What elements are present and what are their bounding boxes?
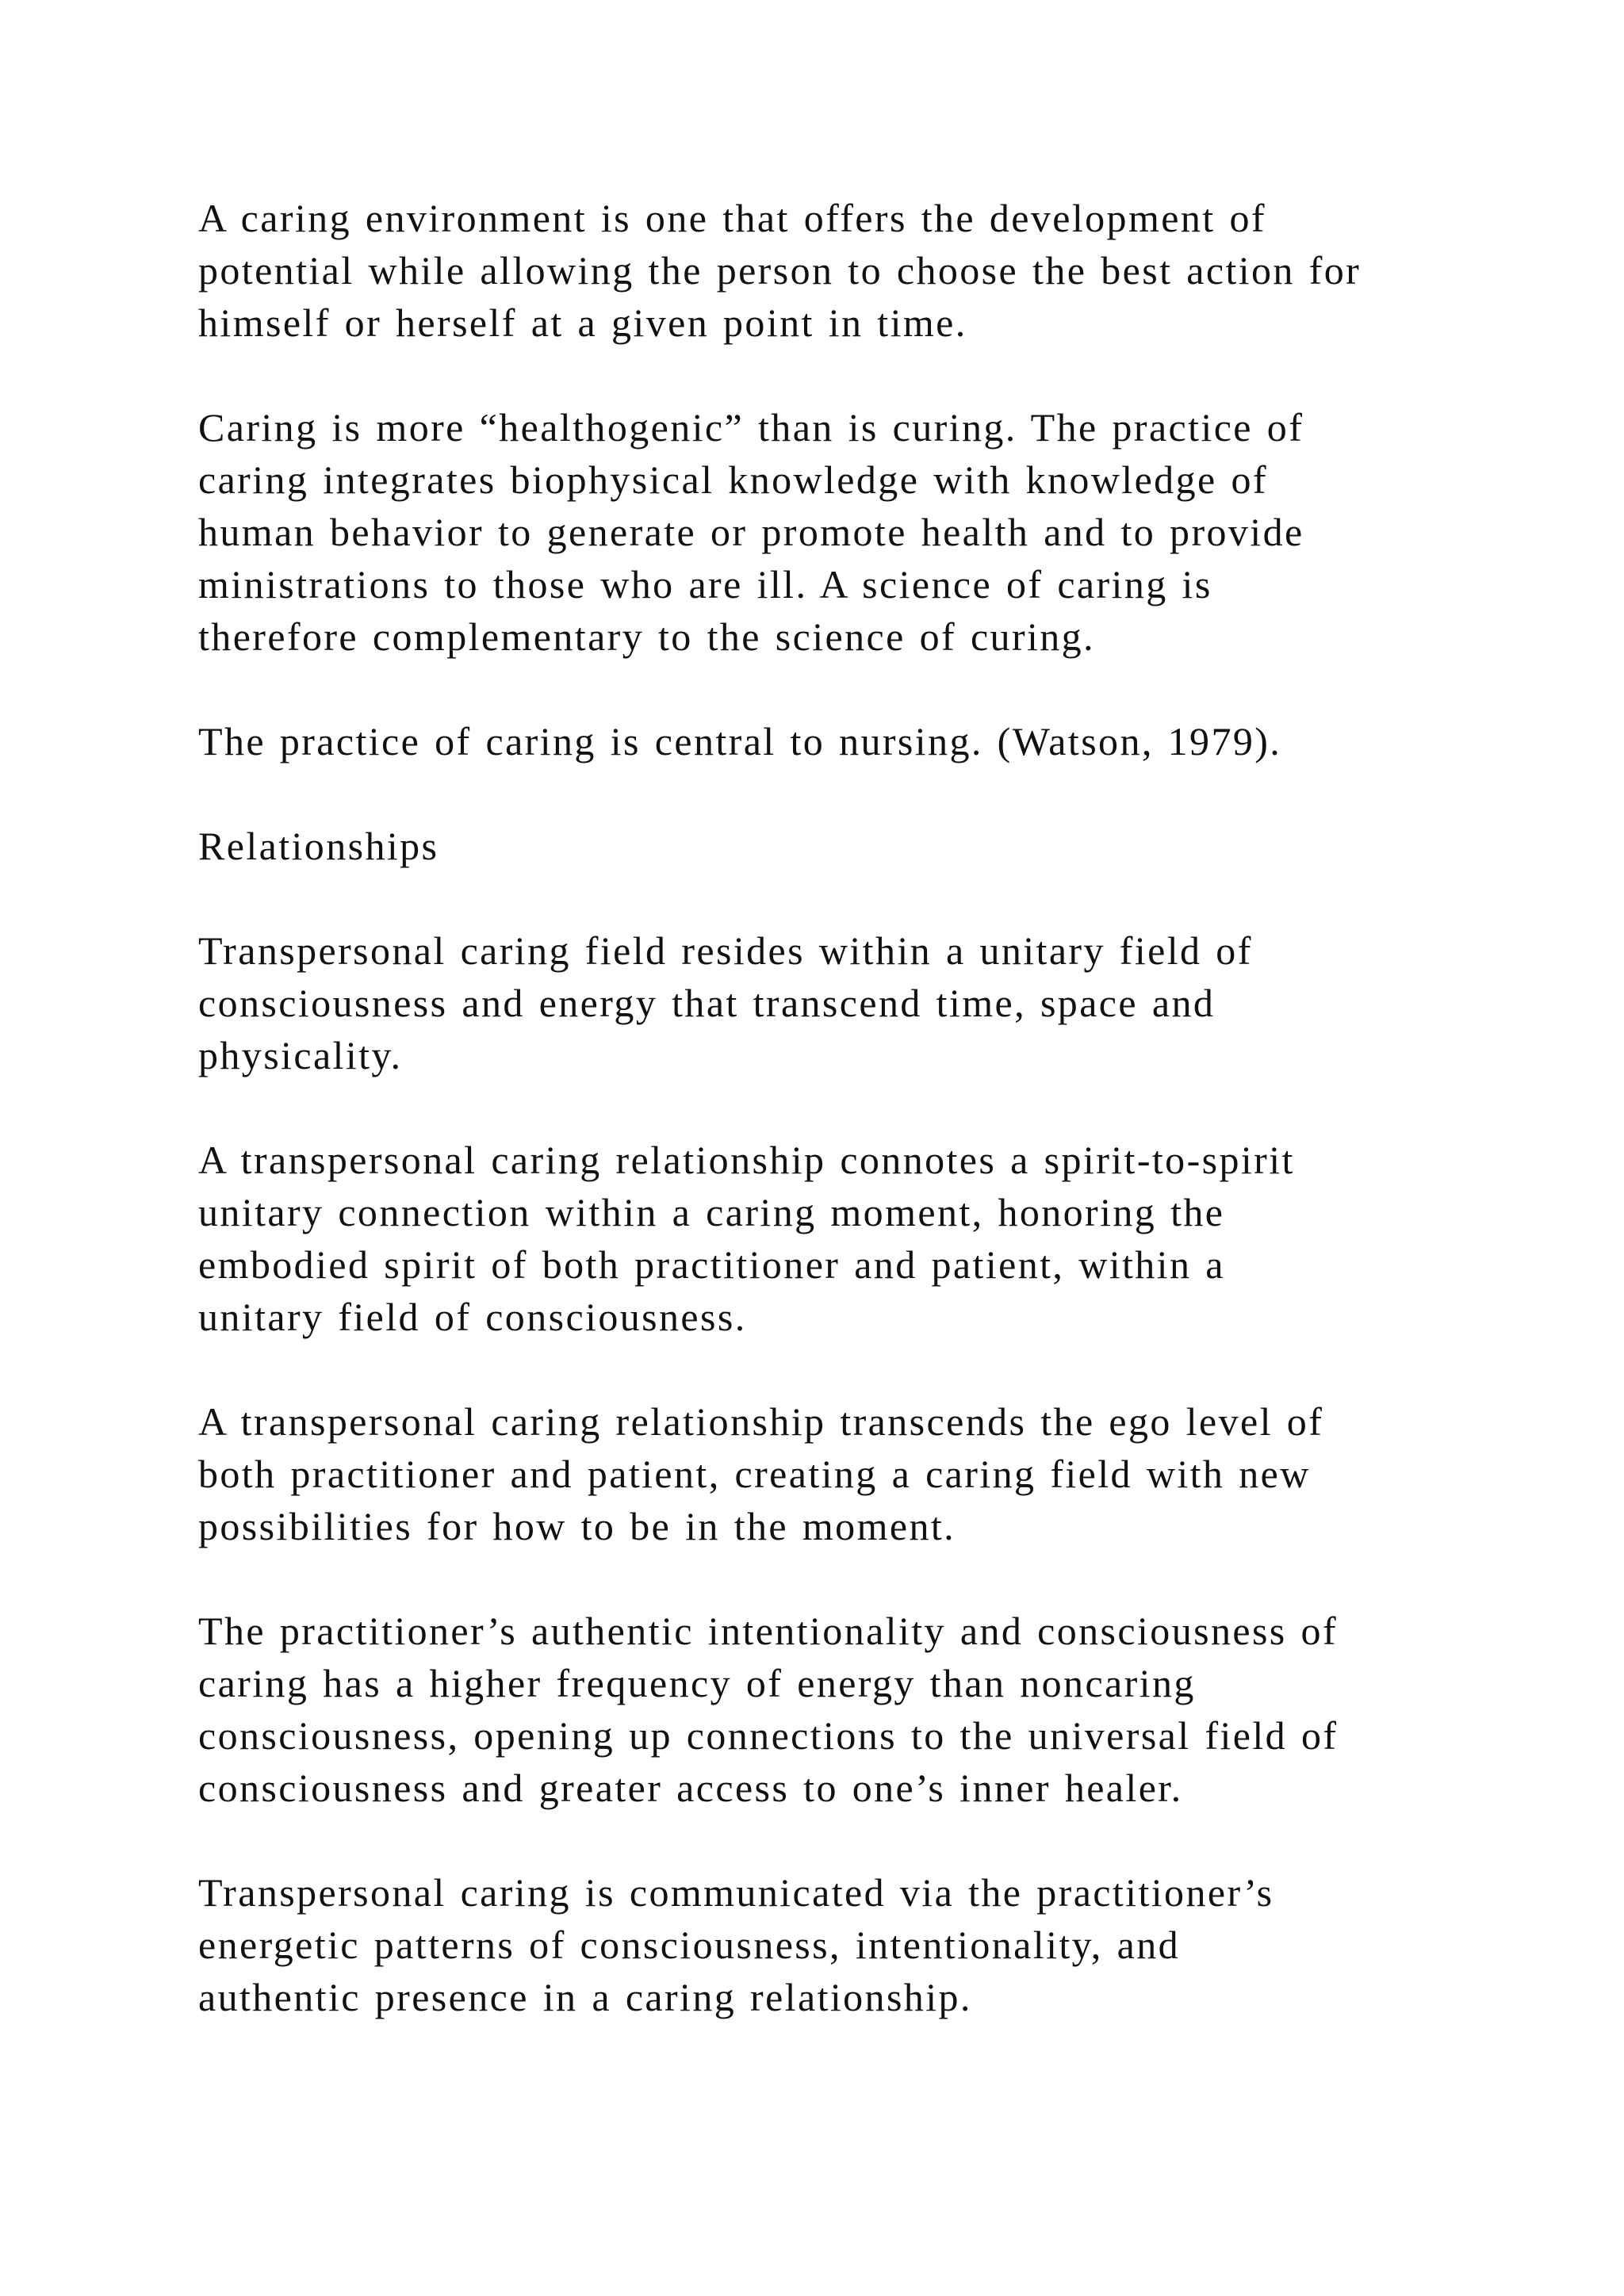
paragraph-communicated [198, 1866, 1483, 2023]
text-line: therefore complementary to the science of curing. [198, 614, 1095, 659]
text-line: authentic presence in a caring relationship. [198, 1975, 972, 2019]
text-line: human behavior to generate or promote health and to provide [198, 510, 1304, 554]
paragraph-healthogenic [198, 401, 1483, 663]
text-line: consciousness, opening up connections to the universal field of [198, 1713, 1339, 1758]
text-line: A transpersonal caring relationship connotes a spirit-to-spirit [198, 1138, 1295, 1182]
text-line: Transpersonal caring is communicated via the practitioner’s [198, 1870, 1274, 1915]
text-line: A transpersonal caring relationship transcends the ego level of [198, 1399, 1324, 1444]
paragraph-central-to-nursing [198, 715, 1483, 767]
paragraph-caring-environment [198, 192, 1483, 349]
text-line: potential while allowing the person to choose the best action for [198, 248, 1362, 293]
text-line: possibilities for how to be in the moment. [198, 1504, 956, 1548]
text-line: The practitioner’s authentic intentionality and consciousness of [198, 1609, 1339, 1653]
text-line: embodied spirit of both practitioner and patient, within a [198, 1242, 1225, 1287]
text-line: consciousness and greater access to one’s inner healer. [198, 1766, 1183, 1810]
section-heading-relationships [198, 820, 1483, 872]
text-line: ministrations to those who are ill. A science of caring is [198, 562, 1212, 607]
text-line: consciousness and energy that transcend time, space and [198, 981, 1216, 1025]
paragraph-ego-level [198, 1395, 1483, 1552]
paragraph-spirit-to-spirit [198, 1134, 1483, 1343]
paragraph-transpersonal-field [198, 924, 1483, 1081]
text-line: unitary connection within a caring moment, honoring the [198, 1190, 1225, 1234]
text-line: The practice of caring is central to nursing. (Watson, 1979). [198, 719, 1282, 763]
text-line: A caring environment is one that offers the development of [198, 196, 1266, 240]
text-line: himself or herself at a given point in time. [198, 300, 967, 345]
text-line: caring has a higher frequency of energy than noncaring [198, 1661, 1196, 1705]
text-line: Transpersonal caring field resides within a unitary field of [198, 928, 1253, 973]
text-line: energetic patterns of consciousness, intentionality, and [198, 1923, 1180, 1967]
text-line: Caring is more “healthogenic” than is curing. The practice of [198, 405, 1304, 450]
text-line: unitary field of consciousness. [198, 1295, 747, 1339]
section-heading: Relationships [198, 824, 439, 868]
paragraph-authentic-intentionality [198, 1605, 1483, 1814]
text-line: both practitioner and patient, creating a caring field with new [198, 1452, 1311, 1496]
text-line: physicality. [198, 1033, 403, 1077]
text-line: caring integrates biophysical knowledge with knowledge of [198, 457, 1268, 502]
document-body [198, 192, 1483, 2023]
